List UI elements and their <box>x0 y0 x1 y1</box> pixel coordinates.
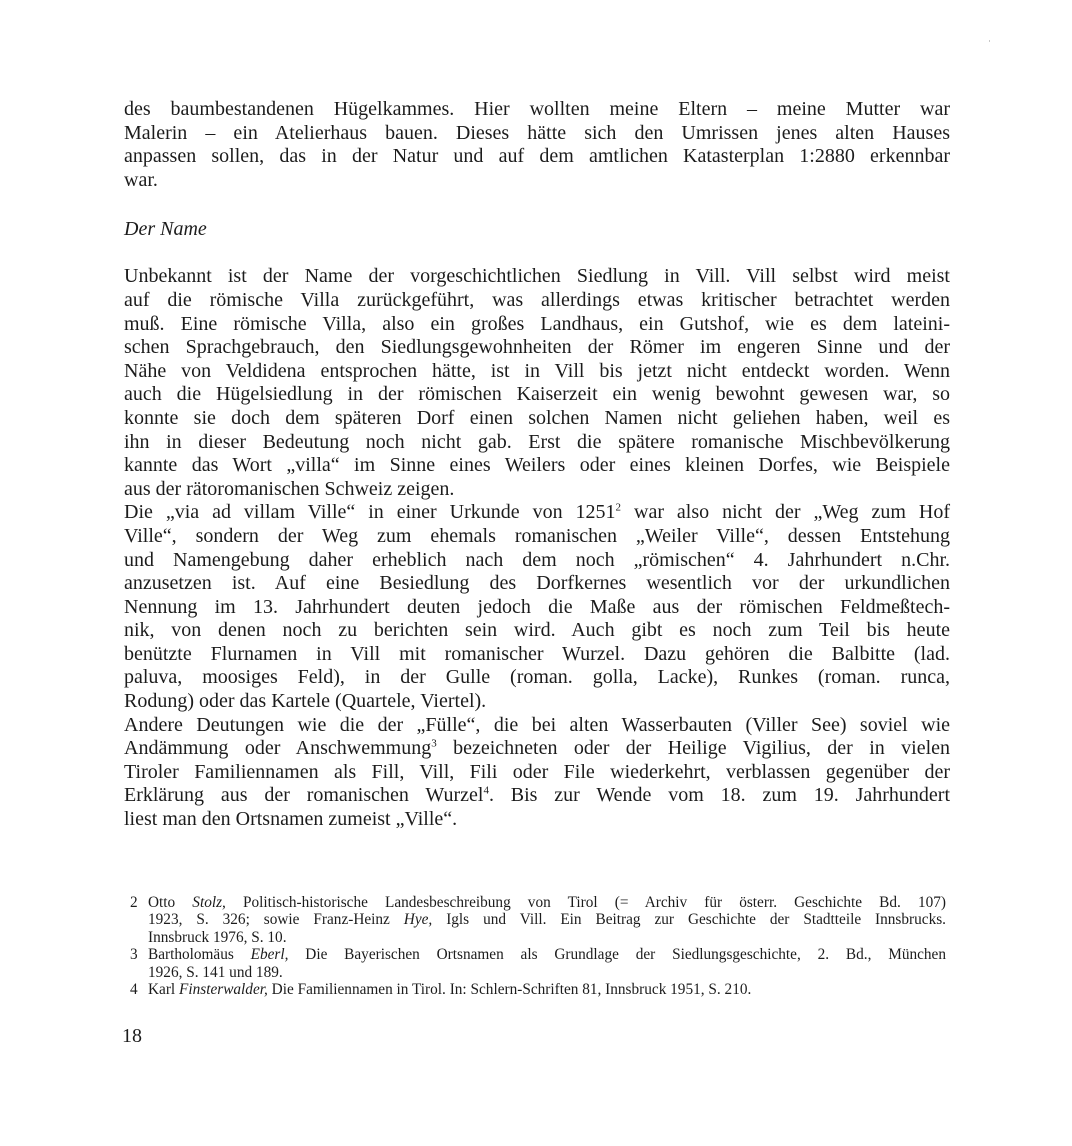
footnote-ref: 3 <box>431 737 437 750</box>
footnote-text <box>148 946 946 981</box>
text-fragment: bezeichneten oder der Heilige Vigilius, der in vielen <box>436 737 951 760</box>
text-line: benützte Flurnamen in Vill mit romanischer Wurzel. Dazu gehören die Balbitte (lad. <box>124 642 950 665</box>
text-line: Nähe von Veldidena entsprochen hätte, ist in Vill bis jetzt nicht entdeckt worden. Wenn <box>124 359 950 382</box>
text-line: Andere Deutungen wie die der „Fülle“, die bei alten Wasserbauten (Viller See) soviel wie <box>124 713 950 736</box>
text-line: auf die römische Villa zurückgeführt, was allerdings etwas kritischer betrachtet werden <box>124 288 950 311</box>
text-line: Ville“, sondern der Weg zum ehemals romanischen „Weiler Ville“, dessen Entstehung <box>124 524 950 547</box>
text-line: paluva, moosiges Feld), in der Gulle (roman. golla, Lacke), Runkes (roman. runca, <box>124 666 950 689</box>
footnote <box>130 946 946 981</box>
paragraph-top <box>124 98 950 192</box>
page-content <box>124 98 950 832</box>
footnote-ref: 2 <box>615 501 622 514</box>
text-fragment: Die „via ad villam Ville“ in einer Urkunde von 1251 <box>124 501 616 524</box>
text-line: ihn in dieser Bedeutung noch nicht gab. Erst die spätere romanische Mischbevölkerung <box>124 430 950 453</box>
text-line: Rodung) oder das Kartele (Quartele, Viertel). <box>124 690 487 713</box>
paragraph-2 <box>124 501 950 713</box>
footnotes <box>130 894 946 998</box>
footnote <box>130 894 946 946</box>
text-fragment: Erklärung aus der romanischen Wurzel <box>124 784 484 807</box>
text-line: konnte sie doch dem späteren Dorf einen solchen Namen nicht geliehen haben, weil es <box>124 406 950 429</box>
text-fragment: Andämmung oder Anschwemmung <box>124 737 432 760</box>
page-number: 18 <box>122 1025 142 1047</box>
text-line <box>124 501 950 525</box>
footnote-line: 1926, S. 141 und 189. <box>148 963 283 981</box>
text-line <box>124 784 950 808</box>
footnote-number: 2 <box>130 894 138 911</box>
text-fragment: Karl <box>148 981 180 999</box>
text-line: Nennung im 13. Jahrhundert deuten jedoch die Maße aus der römischen Feldmeßtech- <box>124 595 950 618</box>
footnote-line <box>148 946 946 963</box>
author-name: Eberl, <box>250 946 289 964</box>
scan-mark <box>989 40 990 42</box>
text-fragment: Die Bayerischen Ortsnamen als Grundlage der Siedlungsgeschichte, 2. Bd., München <box>288 946 946 964</box>
author-name: Finsterwalder, <box>179 981 268 999</box>
footnote-text <box>148 981 946 998</box>
text-fragment: 1923, S. 326; sowie Franz-Heinz <box>148 911 404 929</box>
text-line: nik, von denen noch zu berichten sein wird. Auch gibt es noch zum Teil bis heute <box>124 619 950 642</box>
text-line: auch die Hügelsiedlung in der römischen Kaiserzeit ein wenig bewohnt gewesen war, so <box>124 383 950 406</box>
text-line: anpassen sollen, das in der Natur und auf dem amtlichen Katasterplan 1:2880 erkennbar <box>124 145 950 168</box>
footnote-line <box>148 894 946 911</box>
footnote-text <box>148 894 946 946</box>
footnote-ref: 4 <box>483 784 489 797</box>
paragraph-3 <box>124 714 950 832</box>
footnote <box>130 981 946 998</box>
text-line <box>124 737 950 761</box>
author-name: Hye, <box>403 911 433 929</box>
text-line: liest man den Ortsnamen zumeist „Ville“. <box>124 808 458 831</box>
text-line: Malerin – ein Atelierhaus bauen. Dieses hätte sich den Umrissen jenes alten Hauses <box>124 121 950 144</box>
text-line: anzusetzen ist. Auf eine Besiedlung des Dorfkernes wesentlich vor der urkundlichen <box>124 572 950 595</box>
footnote-line <box>148 911 946 928</box>
text-fragment: Die Familiennamen in Tirol. In: Schlern-Schriften 81, Innsbruck 1951, S. 210. <box>267 981 752 999</box>
text-line: des baumbestandenen Hügelkammes. Hier wollten meine Eltern – meine Mutter war <box>124 98 950 120</box>
text-fragment: war also nicht der „Weg zum Hof <box>621 501 950 524</box>
text-fragment: Bartholomäus <box>148 946 251 964</box>
footnote-line <box>148 981 946 998</box>
text-line: aus der rätoromanischen Schweiz zeigen. <box>124 477 455 500</box>
text-fragment: Igls und Vill. Ein Beitrag zur Geschichte der Stadtteile Innsbrucks. <box>432 911 946 929</box>
text-line: und Namengebung daher erheblich nach dem noch „römischen“ 4. Jahrhundert n.Chr. <box>124 548 950 571</box>
text-fragment: . Bis zur Wende vom 18. zum 19. Jahrhundert <box>488 784 950 807</box>
section-heading: Der Name <box>124 218 207 241</box>
text-line: war. <box>124 168 158 191</box>
footnote-line: Innsbruck 1976, S. 10. <box>148 928 287 946</box>
text-line: muß. Eine römische Villa, also ein großes Landhaus, ein Gutshof, wie es dem lateini- <box>124 312 950 335</box>
footnote-number: 3 <box>130 946 138 964</box>
text-fragment: Politisch-historische Landesbeschreibung von Tirol (= Archiv für österr. Geschichte Bd. 107) <box>225 894 946 911</box>
text-line: Tiroler Familiennamen als Fill, Vill, Fili oder File wiederkehrt, verblassen gegenüber der <box>124 760 950 783</box>
text-line: Unbekannt ist der Name der vorgeschichtlichen Siedlung in Vill. Vill selbst wird meist <box>124 265 950 288</box>
text-line: kannte das Wort „villa“ im Sinne eines Weilers oder eines kleinen Dorfes, wie Beispiele <box>124 454 950 477</box>
footnote-number: 4 <box>130 981 138 999</box>
paragraph-1 <box>124 265 950 501</box>
text-line: schen Sprachgebrauch, den Siedlungsgewohnheiten der Römer im engeren Sinne und der <box>124 336 950 359</box>
author-name: Stolz, <box>192 894 226 911</box>
text-fragment: Otto <box>148 894 193 911</box>
